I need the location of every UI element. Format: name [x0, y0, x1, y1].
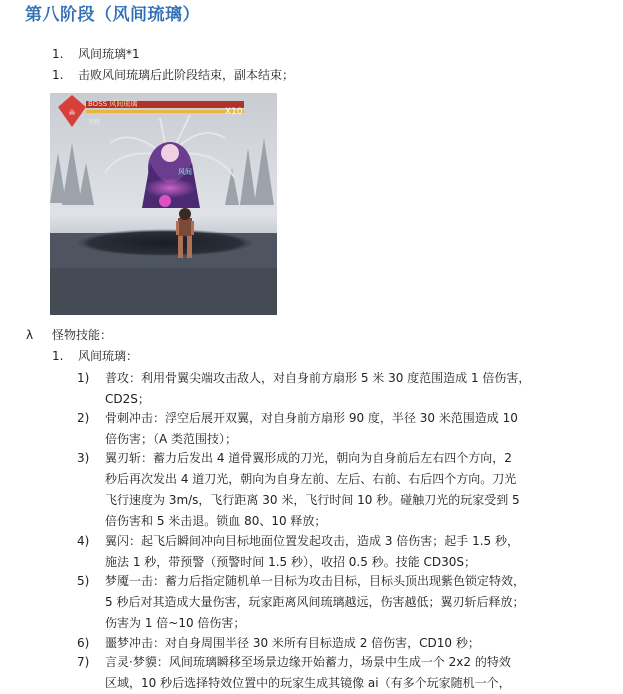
- figure-label: 风间: [178, 168, 192, 176]
- skill-attack: [105, 368, 575, 410]
- skill-bone-spike: [105, 408, 575, 450]
- skill-number: 4): [77, 534, 90, 548]
- skill-line: CD2S；: [105, 392, 150, 406]
- skill-dream-tapir: [105, 652, 575, 694]
- skill-line: 普攻：利用骨翼尖端攻击敌人，对自身前方扇形 5 米 30 度范围造成 1 倍伤害，: [105, 371, 531, 385]
- skill-number: 2): [77, 411, 90, 425]
- skill-line: 倍伤害和 5 米击退。锁血 80、10 释放；: [105, 514, 327, 528]
- boss-screenshot: [50, 93, 277, 315]
- skill-line: 施法 1 秒，带预警（预警时间 1.5 秒），收招 0.5 秒。技能 CD30S；: [105, 555, 477, 569]
- list-number: 1.: [52, 47, 64, 61]
- skill-number: 3): [77, 451, 90, 465]
- level-badge: 等级: [88, 119, 101, 126]
- section-heading: 怪物技能：: [52, 328, 113, 342]
- list-item-end-condition: 击败风间琉璃后此阶段结束，副本结束；: [78, 68, 295, 82]
- page-title: 第八阶段（风间琉璃）: [25, 5, 200, 25]
- skill-line: 骨刺冲击：浮空后展开双翼，对自身前方扇形 90 度，半径 30 米范围造成 10: [105, 411, 518, 425]
- skill-nightmare-strike: [105, 571, 575, 634]
- skill-number: 7): [77, 655, 90, 669]
- skill-number: 1): [77, 371, 90, 385]
- skill-line: 言灵·梦貘：风间琉璃瞬移至场景边缘开始蓄力，场景中生成一个 2x2 的特效: [105, 655, 511, 669]
- skill-line: 5 秒后对其造成大量伤害，玩家距离风间琉璃越远，伤害越低；翼刃斩后释放；: [105, 595, 525, 609]
- skill-line: 倍伤害；（A 类范围技）；: [105, 432, 238, 446]
- skill-line: 翼刃斩：蓄力后发出 4 道骨翼形成的刀光，朝向为自身前后左右四个方向，2: [105, 451, 512, 465]
- skill-line: 飞行速度为 3m/s，飞行距离 30 米，飞行时间 10 秒。碰触刀光的玩家受到 5: [105, 493, 520, 507]
- skill-number: 5): [77, 574, 90, 588]
- boss-name-heading: 风间琉璃：: [78, 349, 139, 363]
- skill-line: 区域，10 秒后选择特效位置中的玩家生成其镜像 ai（有多个玩家随机一个，: [105, 676, 511, 690]
- skill-line: 梦魇一击：蓄力后指定随机单一目标为攻击目标，目标头顶出现紫色锁定特效，: [105, 574, 526, 588]
- skill-line: 伤害为 1 倍~10 倍伤害；: [105, 616, 246, 630]
- hp-multiplier: X10: [225, 107, 243, 117]
- skill-line: 翼闪：起飞后瞬间冲向目标地面位置发起攻击，造成 3 倍伤害；起手 1.5 秒，: [105, 534, 519, 548]
- skill-wing-flash: [105, 531, 575, 573]
- skill-number: 6): [77, 636, 90, 650]
- subhead-number: 1.: [52, 349, 64, 363]
- skill-wing-blade: [105, 448, 575, 532]
- skill-line: 噩梦冲击：对自身周围半径 30 米所有目标造成 2 倍伤害，CD10 秒；: [105, 636, 480, 650]
- list-item-boss: 风间琉璃*1: [78, 47, 140, 61]
- skill-nightmare-impact: [105, 633, 575, 654]
- boss-hp-label: BOSS 风间琉璃: [88, 100, 138, 108]
- section-bullet: λ: [26, 328, 34, 342]
- skill-line: 秒后再次发出 4 道刀光，朝向为自身左前、左后、右前、右后四个方向。刀光: [105, 472, 517, 486]
- svg-text:☠: ☠: [68, 108, 76, 117]
- list-number: 1.: [52, 68, 64, 82]
